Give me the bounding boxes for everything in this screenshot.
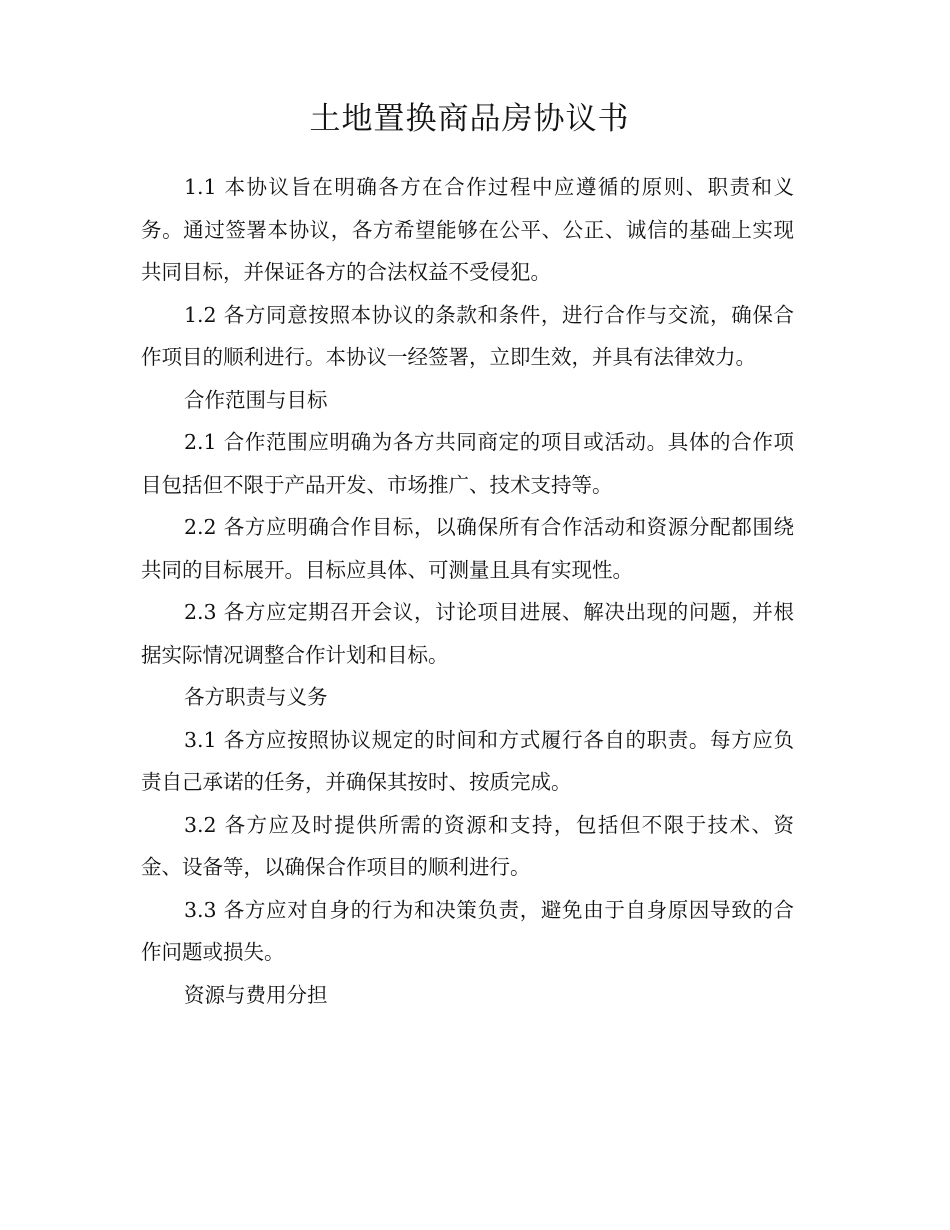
clause-1-2: 1.2 各方同意按照本协议的条款和条件，进行合作与交流，确保合作项目的顺利进行。本协议一经签署，立即生效，并具有法律效力。 [141,302,794,369]
section-heading-responsibilities: 各方职责与义务 [184,685,328,709]
section-heading-resources-costs: 资源与费用分担 [184,982,328,1007]
clause-2-1: 2.1 合作范围应明确为各方共同商定的项目或活动。具体的合作项目包括但不限于产品开发、市场推广、技术支持等。 [141,430,794,497]
clause-1-1: 1.1 本协议旨在明确各方在合作过程中应遵循的原则、职责和义务。通过签署本协议，各方希望能够在公平、公正、诚信的基础上实现共同目标，并保证各方的合法权益不受侵犯。 [141,175,794,284]
section-heading-cooperation-scope: 合作范围与目标 [184,387,328,412]
clause-2-3: 2.3 各方应定期召开会议，讨论项目进展、解决出现的问题，并根据实际情况调整合作计划和目标。 [141,600,794,667]
clause-3-1: 3.1 各方应按照协议规定的时间和方式履行各自的职责。每方应负责自己承诺的任务，并确保其按时、按质完成。 [141,727,794,794]
document-title: 土地置换商品房协议书 [309,101,630,137]
document-body [141,166,794,1016]
clause-3-2: 3.2 各方应及时提供所需的资源和支持，包括但不限于技术、资金、设备等，以确保合作项目的顺利进行。 [141,812,794,879]
clause-3-3: 3.3 各方应对自身的行为和决策负责，避免由于自身原因导致的合作问题或损失。 [141,897,794,964]
clause-2-2: 2.2 各方应明确合作目标，以确保所有合作活动和资源分配都围绕共同的目标展开。目标应具体、可测量且具有实现性。 [141,515,794,582]
